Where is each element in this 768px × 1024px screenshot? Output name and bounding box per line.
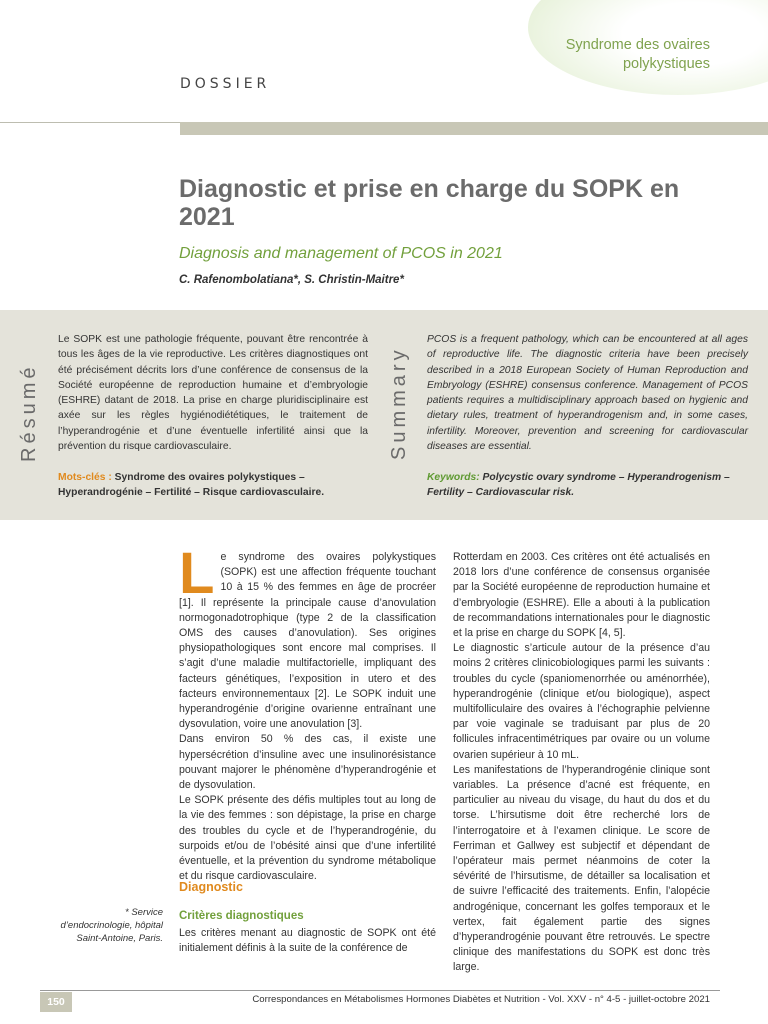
section-heading: Diagnostic <box>179 880 243 894</box>
paragraph: Les critères menant au diagnostic de SOPK ont été initialement définis à la suite de la conférence de <box>179 927 436 955</box>
resume-text: Le SOPK est une pathologie fréquente, pouvant être rencontrée à tous les âges de la vie reproductive. Les critères diagnostiques ont été précisément décrits lors d’une conférence de consensus de la Société européenne de reproduction humaine et d’embryologie (ESHRE) datant de 2018. La prise en charge pluridisciplinaire est axée sur les règles hygiénodiététiques, le traitement de l’hyperandrogénie et d’une éventuelle infertilité ainsi que la prévention du risque cardiovasculaire. <box>58 334 368 453</box>
article-authors: C. Rafenombolatiana*, S. Christin-Maitre* <box>179 274 404 286</box>
keywords-label: Keywords: <box>427 472 480 483</box>
mots-cles <box>58 470 368 500</box>
affiliation-footnote: * Service d’endocrinologie, hôpital Saint-Antoine, Paris. <box>60 907 163 944</box>
footer-divider <box>40 990 720 991</box>
summary-label: Summary <box>388 346 410 460</box>
body-column-1 <box>179 541 436 884</box>
article-subtitle: Diagnosis and management of PCOS in 2021 <box>179 245 503 262</box>
journal-citation: Correspondances en Métabolismes Hormones Diabètes et Nutrition - Vol. XXV - n° 4-5 - juillet-octobre 2021 <box>252 994 710 1005</box>
keywords <box>427 470 748 500</box>
paragraph: Dans environ 50 % des cas, il existe une hypersécrétion d’insuline avec une insulinorésistance pouvant majorer le phénomène d’hyperandrogénie et de dysovulation. <box>179 733 436 792</box>
page-number: 150 <box>40 992 72 1012</box>
header-divider <box>0 122 180 123</box>
paragraph: Le SOPK présente des défis multiples tout au long de la vie des femmes : son dépistage, la prise en charge des troubles du cycle et de l’hyperandrogénie, du surpoids et/ou de l’obésité ainsi que d’une infertilité éventuelle, et la prévention du syndrome métabolique et du risque cardiovasculaire. <box>179 794 436 883</box>
paragraph: Le diagnostic s’articule autour de la présence d’au moins 2 critères clinicobiologiques parmi les suivants : troubles du cycle (spaniomenorrhée ou aménorrhée), hyperandrogénie (clinique et/ou biologique), aspect multifolliculaire des ovaires à l’échographie pelvienne par voie vaginale se traduisant par plus de 20 follicules infracentimétriques par ovaire ou un volume ovarien supérieur à 10 mL. <box>453 642 710 761</box>
drop-cap: L <box>179 541 215 606</box>
paragraph: Rotterdam en 2003. Ces critères ont été actualisés en 2018 lors d’une conférence de consensus organisée par la Société européenne de reproduction humaine et d’embryologie (ESHRE). Elle a abouti à la publication de recommandations internationales pour le diagnostic et la prise en charge du SOPK [4, 5]. <box>453 551 710 640</box>
subsection-heading: Critères diagnostiques <box>179 910 304 922</box>
paragraph: Les manifestations de l’hyperandrogénie clinique sont variables. La présence d’acné est fréquente, en particulier au niveau du visage, du haut du dos et du torse. L’hirsutisme doit être recherché lors de l’interrogatoire et à l’examen clinique. Le score de Ferriman et Gallwey est subjectif et dépendant de l’opérateur mais permet néanmoins de coter la sévérité de l’hirsutisme, de détailler sa localisation et de suivre l’efficacité des traitements. Enfin, l’alopécie androgénique, concernant les golfes temporaux et le vertex, fait également partie des signes d’hyperandrogénie pouvant être retrouvés. Le spectre clinique des manifestations du SOPK est donc très large. <box>453 763 710 974</box>
resume-label: Résumé <box>18 363 40 462</box>
mots-cles-text: Syndrome des ovaires polykystiques – Hyperandrogénie – Fertilité – Risque cardiovasculaire. <box>58 472 325 498</box>
header-band <box>180 122 768 135</box>
intro-text: e syndrome des ovaires polykystiques (SOPK) est une affection fréquente touchant 10 à 15 % des femmes en âge de procréer [1]. Il représente la principale cause d’anovulation normogonadotrophique (type 2 de la classification OMS des causes d’anovulation). Ses origines physiopathologiques sont encore mal comprises. Il s’agit d’une maladie multifactorielle, impliquant des facteurs génétiques, l’exposition in utero et des facteurs environnementaux [2]. Le SOPK induit une hyperandrogénie d’origine ovarienne entraînant une dysovulation, voire une anovulation [3]. <box>179 551 436 731</box>
section-title: Syndrome des ovaires polykystiques <box>565 37 710 72</box>
body-column-2 <box>453 550 710 976</box>
article-title: Diagnostic et prise en charge du SOPK en 2021 <box>179 175 680 231</box>
intro-paragraph <box>179 541 436 732</box>
summary-text: PCOS is a frequent pathology, which can be encountered at all ages of reproductive life. The diagnostic criteria have been precisely described in a 2018 European Society of Human Reproduction and Embryology (ESHRE) consensus conference. Management of PCOS patients requires a multidisciplinary approach based on hygienic and dietary rules, treatment of hyperandrogenism and, in some cases, infertility. Moreover, prevention and screening for cardiovascular diseases are essential. <box>427 334 748 453</box>
keywords-text: Polycystic ovary syndrome – Hyperandrogenism – Fertility – Cardiovascular risk. <box>427 472 730 498</box>
mots-cles-label: Mots-clés : <box>58 472 112 483</box>
dossier-label: DOSSIER <box>180 76 271 92</box>
